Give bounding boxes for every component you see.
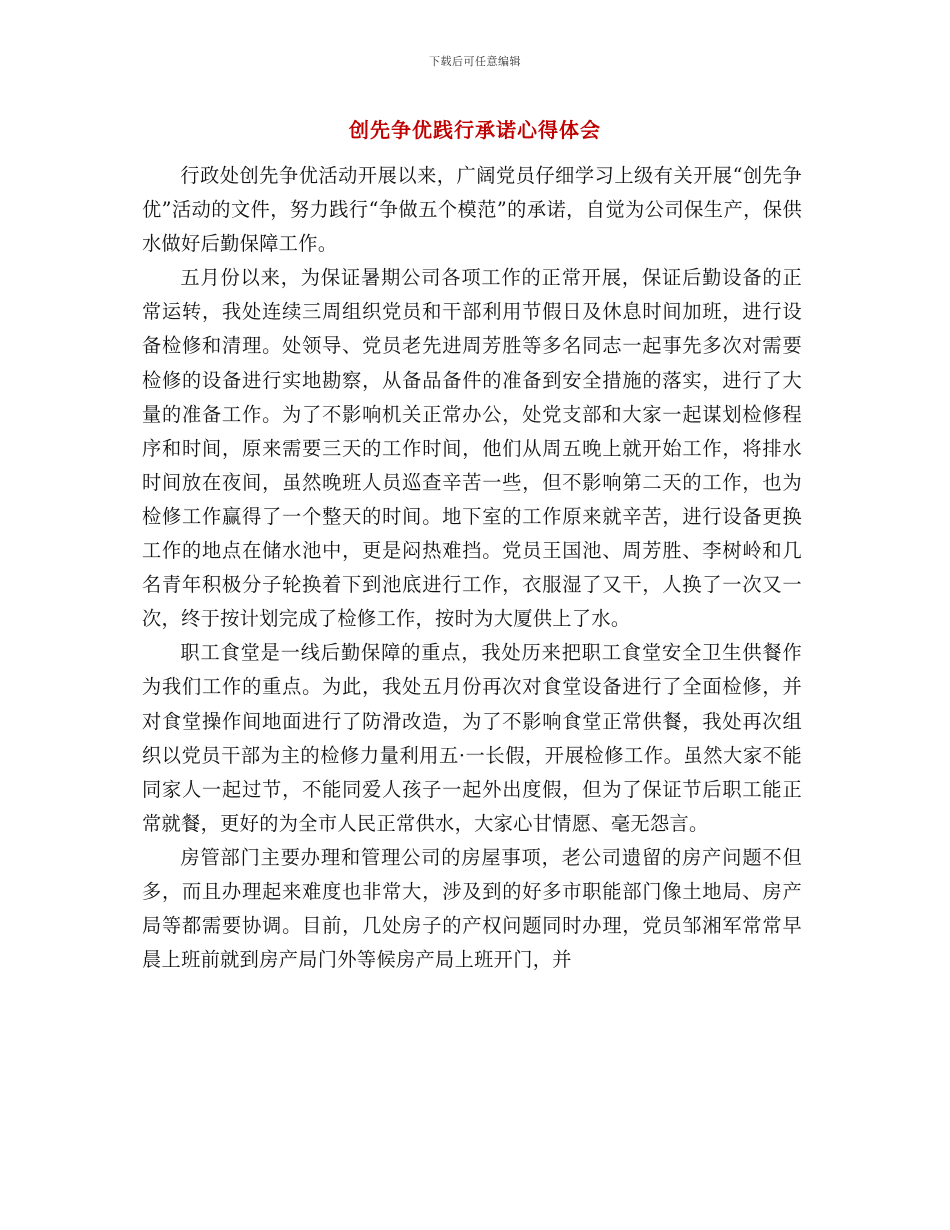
header-note: 下载后可任意编辑 [429,55,521,68]
paragraph-4: 房管部门主要办理和管理公司的房屋事项，老公司遗留的房产问题不但多，而且办理起来难度也非常大，涉及到的好多市职能部门像土地局、房产局等都需要协调。目前，几处房子的产权问题同时办理，党员邹湘军常常早晨上班前就到房产局门外等候房产局上班开门，并 [142,845,802,972]
paragraph-1: 行政处创先争优活动开展以来，广阔党员仔细学习上级有关开展“创先争优”活动的文件，努力践行“争做五个模范”的承诺，自觉为公司保生产，保供水做好后勤保障工作。 [142,164,802,256]
document-body [142,159,802,977]
document-title: 创先争优践行承诺心得体会 [349,118,601,142]
paragraph-3: 职工食堂是一线后勤保障的重点，我处历来把职工食堂安全卫生供餐作为我们工作的重点。为此，我处五月份再次对食堂设备进行了全面检修，并对食堂操作间地面进行了防滑改造，为了不影响食堂正常供餐，我处再次组织以党员干部为主的检修力量利用五·一长假，开展检修工作。虽然大家不能同家人一起过节，不能同爱人孩子一起外出度假，但为了保证节后职工能正常就餐，更好的为全市人民正常供水，大家心甘情愿、毫无怨言。 [142,641,802,835]
paragraph-2: 五月份以来，为保证暑期公司各项工作的正常开展，保证后勤设备的正常运转，我处连续三周组织党员和干部利用节假日及休息时间加班，进行设备检修和清理。处领导、党员老先进周芳胜等多名同志一起事先多次对需要检修的设备进行实地勘察，从备品备件的准备到安全措施的落实，进行了大量的准备工作。为了不影响机关正常办公，处党支部和大家一起谋划检修程序和时间，原来需要三天的工作时间，他们从周五晚上就开始工作，将排水时间放在夜间，虽然晚班人员巡查辛苦一些，但不影响第二天的工作，也为检修工作赢得了一个整天的时间。地下室的工作原来就辛苦，进行设备更换工作的地点在储水池中，更是闷热难挡。党员王国池、周芳胜、李树岭和几名青年积极分子轮换着下到池底进行工作，衣服湿了又干，人换了一次又一次，终于按计划完成了检修工作，按时为大厦供上了水。 [142,266,802,631]
